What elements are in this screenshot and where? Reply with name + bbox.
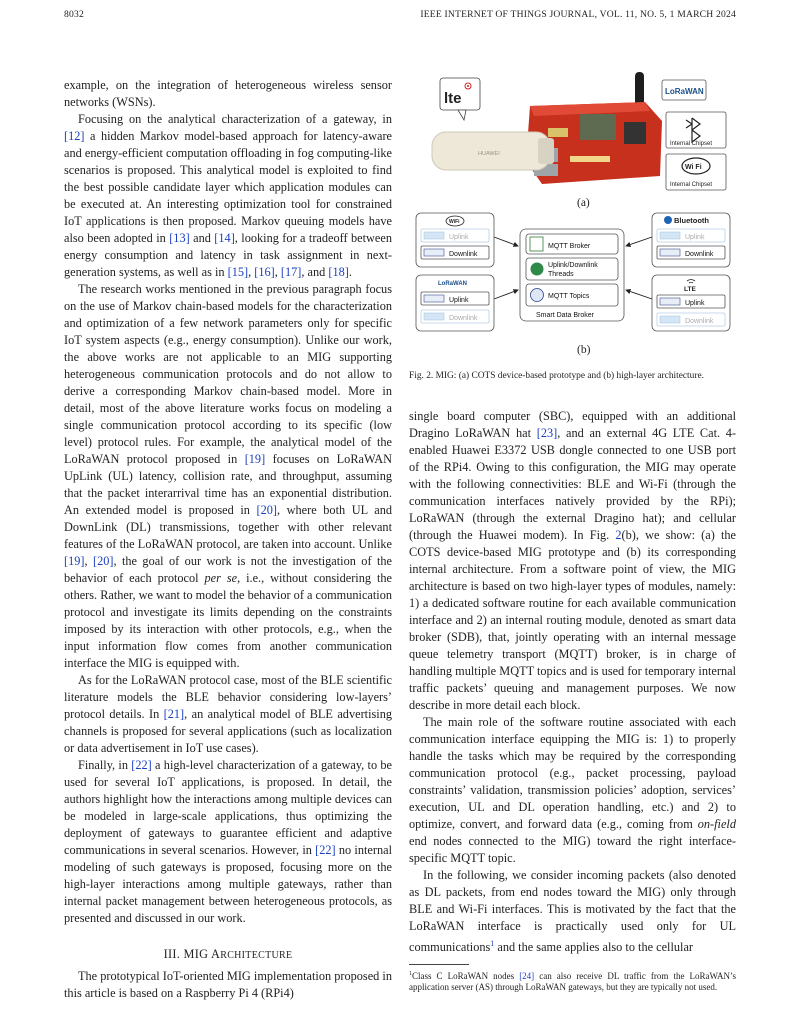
lte-downlink-queue: Downlink	[685, 318, 714, 325]
figure-2a-photo	[430, 66, 730, 194]
lte-uplink-queue: Uplink	[685, 300, 705, 307]
footnote-divider	[409, 964, 469, 965]
paragraph: single board computer (SBC), equipped with an additional Dragino LoRaWAN hat [23], and an external 4G LTE Cat. 4-enabled Huawei E3372 USB dongle connected to one USB port of the RPi4. Owing to this configuration, the MIG may operate with the following connectivities: BLE and Wi-Fi (through the communication interfaces natively provided by the RPi); LoRaWAN (through the external Dragino hat); and cellular (through the Huawei modem). In Fig. 2(b), we show: (a) the COTS device-based MIG prototype and (b) its corresponding internal architecture. From a software point of view, the MIG architecture is based on two high-layer types of modules, namely: 1) a dedicated software routine for each available communication interface and 2) an internal routing module, denoted as smart data broker (SDB), that, jointly operating with an internal message queue telemetry transport (MQTT) broker, is in charge of handling multiple MQTT topics and is used for temporary internal traffic packets’ queuing and management purposes. We now describe in more detail each block.	[409, 409, 736, 712]
svg-text:Wi Fi: Wi Fi	[685, 164, 702, 171]
citation-link[interactable]: [17]	[280, 265, 302, 279]
paragraph: Focusing on the analytical characterization of a gateway, in [12] a hidden Markov model-based approach for latency-aware and energy-efficient computation offloading in fog computing-like scenarios is proposed. This analytical model is exploited to find the best possible candidate layer which application modules can be executed at. An interesting optimization tool for constrained IoT applications is then proposed. Markov queuing models have also been adopted in [13] and [14], looking for a tradeoff between energy consumption and latency in task assignment in next-generation systems, as well as in [15], [16], [17], and [18].	[64, 112, 392, 279]
citation-link[interactable]: [22]	[131, 758, 152, 772]
paragraph: The main role of the software routine associated with each communication interface equipping the MIG is: 1) to properly handle the tasks which may be required by the corresponding communication protocol (e.g., packet processing, payload constraints’ validation, transmission policies’ adoption, services’ execution, UL and DL operation handling, etc.) and 2) to optimize, convert, and forward data (e.g., coming from on-field end nodes connected to the MIG) toward the right interface-specific MQTT topic.	[409, 715, 736, 865]
bluetooth-interface-block	[652, 213, 730, 267]
figure-caption: Fig. 2. MIG: (a) COTS device-based prototype and (b) high-layer architecture.	[409, 371, 704, 381]
citation-link[interactable]: [15]	[227, 265, 249, 279]
smart-data-broker-block	[520, 229, 624, 321]
wifi-chipset-label: Internal Chipset	[670, 182, 713, 188]
citation-link[interactable]: [20]	[256, 503, 277, 517]
smart-data-broker-label: Smart Data Broker	[536, 312, 594, 319]
citation-link[interactable]: [12]	[64, 129, 85, 143]
section-heading: III. MIG ARCHITECTURE	[163, 947, 293, 961]
footnote: $^1$Class C LoRaWAN nodes [24] can also receive DL traffic from the LoRaWAN’s application server (AS) through LoRaWAN gateways, but they are typically not used.	[409, 971, 736, 993]
citation-link[interactable]: [19]	[244, 452, 266, 466]
svg-text:HUAWEI: HUAWEI	[478, 151, 500, 157]
paragraph: example, on the integration of heterogeneous wireless sensor networks (WSNs).	[64, 78, 392, 109]
lte-interface-block	[652, 275, 730, 331]
paragraph: In the following, we consider incoming packets (also denoted as DL packets, from end nodes toward the MIG) only through BLE and Wi-Fi interfaces. This is motivated by the fact that the LoRaWAN interface is practically used only for UL communications$^1$ and the same applies also to the cellular	[409, 868, 736, 955]
page-number: 8032	[64, 9, 84, 20]
journal-header: IEEE INTERNET OF THINGS JOURNAL, VOL. 11, NO. 5, 1 MARCH 2024	[420, 9, 736, 20]
lorawan-downlink-queue: Downlink	[449, 315, 478, 322]
paragraph: The prototypical IoT-oriented MIG implementation proposed in this article is based on a Raspberry Pi 4 (RPi4)	[64, 969, 392, 1000]
bt-uplink-queue: Uplink	[685, 234, 705, 241]
lorawan-uplink-queue: Uplink	[449, 297, 469, 304]
lte-logo: LTE	[684, 286, 696, 293]
bluetooth-callout	[666, 112, 726, 148]
bluetooth-logo: Bluetooth	[674, 216, 709, 225]
right-column	[409, 408, 736, 993]
subfigure-b-label: (b)	[577, 344, 591, 356]
mqtt-broker-icon	[530, 237, 543, 251]
wifi-uplink-queue: Uplink	[449, 234, 469, 241]
citation-link[interactable]: [18]	[328, 265, 349, 279]
lorawan-logo: LoRaWAN	[665, 87, 704, 96]
bt-chipset-label: Internal Chipset	[670, 141, 713, 147]
mqtt-topics-label: MQTT Topics	[548, 293, 590, 300]
mqtt-topics-icon	[531, 289, 544, 302]
svg-text:WiFi: WiFi	[449, 219, 460, 225]
citation-link[interactable]: [19]	[64, 554, 85, 568]
citation-link[interactable]: [21]	[163, 707, 185, 721]
footnote-link[interactable]: 1	[490, 939, 495, 948]
citation-link[interactable]: [20]	[93, 554, 114, 568]
threads-label-1: Uplink/Downlink	[548, 262, 598, 269]
citation-link[interactable]: [13]	[169, 231, 190, 245]
threads-label-2: Threads	[548, 271, 574, 278]
threads-icon	[531, 263, 544, 276]
lte-logo: lte	[444, 90, 462, 107]
citation-link[interactable]: [23]	[536, 426, 558, 440]
paragraph: As for the LoRaWAN protocol case, most of the BLE scientific literature models the BLE behavior considering low-layers’ protocol details. In [21], an analytical model of BLE advertising channels is proposed for several applications (such as localization or data advertisement in IoT use cases).	[64, 673, 392, 755]
wifi-callout	[666, 154, 726, 190]
citation-link[interactable]: [16]	[254, 265, 275, 279]
wifi-downlink-queue: Downlink	[449, 251, 478, 258]
lorawan-logo: LoRaWAN	[438, 281, 467, 287]
paragraph: Finally, in [22] a high-level characterization of a gateway, to be used for several IoT applications, is proposed. In detail, the authors highlight how the interactions among multiple devices can be modeled in large-scale applications, thus optimizing the deployment of gateways to guarantee efficient and adaptive communications in several scenarios. However, in [22] no internal modeling of such gateways is proposed, focusing more on the high-layer interactions among multiple gateways, rather than internal packet management between heterogeneous protocols, as presented and discussed in our work.	[64, 758, 392, 925]
figure-2b-architecture	[414, 209, 732, 335]
citation-link[interactable]: [14]	[214, 231, 235, 245]
citation-link[interactable]: [24]	[519, 971, 535, 982]
lte-callout	[440, 78, 480, 120]
mqtt-broker-label: MQTT Broker	[548, 243, 591, 250]
wifi-interface-block	[416, 213, 494, 267]
paragraph: The research works mentioned in the previous paragraph focus on the use of Markov chain-based models for the characterization and optimization of a few network parameters only for specific IoT system aspects (e.g., energy consumption). Unlike our work, the above works are not applicable to an MIG supporting heterogeneous communication protocols and do not allow to derive a corresponding Markov chain-based model. More in detail, most of the above literature works focus on modeling a single communication protocol according to its specific (low level) protocol rules. For example, the analytical model of the LoRaWAN protocol proposed in [19] focuses on LoRaWAN UpLink (UL) latency, collision rate, and throughput, assuming that the packet interarrival time has an exponential distribution. An extended model is proposed in [20], where both UL and DownLink (DL) transmissions, together with other relevant features of the LoRaWAN protocol, are taken into account. Unlike [19], [20], the goal of our work is not the investigation of the behavior of each protocol per se, i.e., without considering the others. Rather, we want to model the behavior of a communication protocol and investigate its limits depending on the constraints imposed by its interaction with other protocols, e.g., when the input information flow comes from another communication interface the MIG is equipped with.	[64, 282, 393, 670]
lorawan-callout	[662, 80, 706, 100]
lte-usb-dongle	[432, 132, 554, 170]
bt-downlink-queue: Downlink	[685, 251, 714, 258]
subfigure-a-label: (a)	[577, 197, 590, 209]
figure-link[interactable]: 2	[615, 528, 622, 542]
lorawan-interface-block	[416, 275, 494, 331]
left-column	[64, 77, 392, 1002]
bluetooth-icon	[664, 216, 672, 224]
citation-link[interactable]: [22]	[315, 843, 336, 857]
